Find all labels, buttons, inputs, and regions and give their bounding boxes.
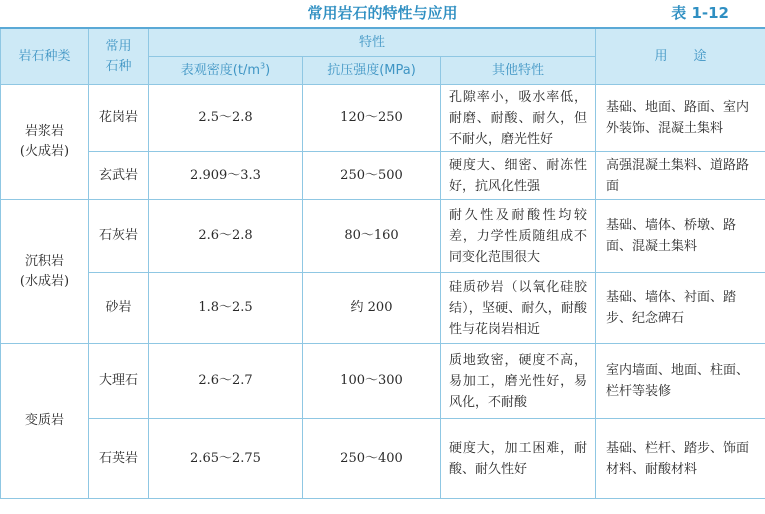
group-cell [1, 344, 89, 499]
header-use: 用 途 [596, 28, 765, 85]
rock-properties-table [0, 27, 765, 499]
strength-cell: 250～400 [303, 419, 441, 499]
table-title: 常用岩石的特性与应用 [307, 4, 458, 22]
rock-cell: 砂岩 [89, 273, 149, 344]
other-cell: 耐久性及耐酸性均较差，力学性质随组成不同变化范围很大 [441, 200, 596, 273]
strength-cell: 约 200 [303, 273, 441, 344]
strength-cell: 120～250 [303, 85, 441, 152]
rock-cell: 石灰岩 [89, 200, 149, 273]
table-row [1, 85, 765, 152]
use-cell: 高强混凝土集料、道路路面 [596, 152, 765, 200]
use-cell: 基础、栏杆、踏步、饰面材料、耐酸材料 [596, 419, 765, 499]
other-cell: 硅质砂岩（以氧化硅胶结），坚硬、耐久，耐酸性与花岗岩相近 [441, 273, 596, 344]
use-cell: 基础、墙体、衬面、踏步、纪念碑石 [596, 273, 765, 344]
header-strength: 抗压强度(MPa) [303, 57, 441, 85]
group-cell [1, 200, 89, 344]
group-name: 岩浆岩 [24, 124, 64, 139]
header-density [149, 57, 303, 85]
other-cell: 质地致密，硬度不高，易加工，磨光性好，易风化，不耐酸 [441, 344, 596, 419]
group-cell [1, 85, 89, 200]
group-name: 变质岩 [24, 413, 64, 428]
table-row [1, 344, 765, 419]
strength-cell: 80～160 [303, 200, 441, 273]
rock-cell: 玄武岩 [89, 152, 149, 200]
header-density-superscript: 3 [260, 61, 266, 71]
table-row [1, 152, 765, 200]
group-subname: (水成岩) [19, 273, 70, 289]
table-caption [0, 0, 765, 24]
density-cell: 2.5～2.8 [149, 85, 303, 152]
header-density-close: ) [265, 62, 271, 78]
table-number: 表 1-12 [671, 4, 729, 22]
header-properties: 特性 [149, 28, 596, 57]
group-subname: (火成岩) [19, 144, 70, 159]
density-cell: 2.6～2.7 [149, 344, 303, 419]
density-cell: 2.65～2.75 [149, 419, 303, 499]
rock-cell: 花岗岩 [89, 85, 149, 152]
use-cell: 基础、地面、路面、室内外装饰、混凝土集料 [596, 85, 765, 152]
header-rock-class: 岩石种类 [1, 28, 89, 85]
header-other: 其他特性 [441, 57, 596, 85]
other-cell: 硬度大、细密、耐冻性好，抗风化性强 [441, 152, 596, 200]
group-name: 沉积岩 [24, 253, 64, 269]
header-common-rock-line2: 石种 [105, 58, 132, 74]
strength-cell: 100～300 [303, 344, 441, 419]
other-cell: 孔隙率小，吸水率低，耐磨、耐酸、耐久，但不耐火，磨光性好 [441, 85, 596, 152]
header-common-rock-line1: 常用 [105, 38, 132, 54]
density-cell: 2.909～3.3 [149, 152, 303, 200]
rock-cell: 大理石 [89, 344, 149, 419]
header-density-text: 表观密度(t/m [180, 62, 261, 78]
density-cell: 1.8～2.5 [149, 273, 303, 344]
table-row [1, 273, 765, 344]
table-row [1, 419, 765, 499]
other-cell: 硬度大，加工困难，耐酸、耐久性好 [441, 419, 596, 499]
strength-cell: 250～500 [303, 152, 441, 200]
rock-cell: 石英岩 [89, 419, 149, 499]
use-cell: 基础、墙体、桥墩、路面、混凝土集料 [596, 200, 765, 273]
density-cell: 2.6～2.8 [149, 200, 303, 273]
table-row [1, 200, 765, 273]
header-common-rock [89, 28, 149, 85]
use-cell: 室内墙面、地面、柱面、栏杆等装修 [596, 344, 765, 419]
